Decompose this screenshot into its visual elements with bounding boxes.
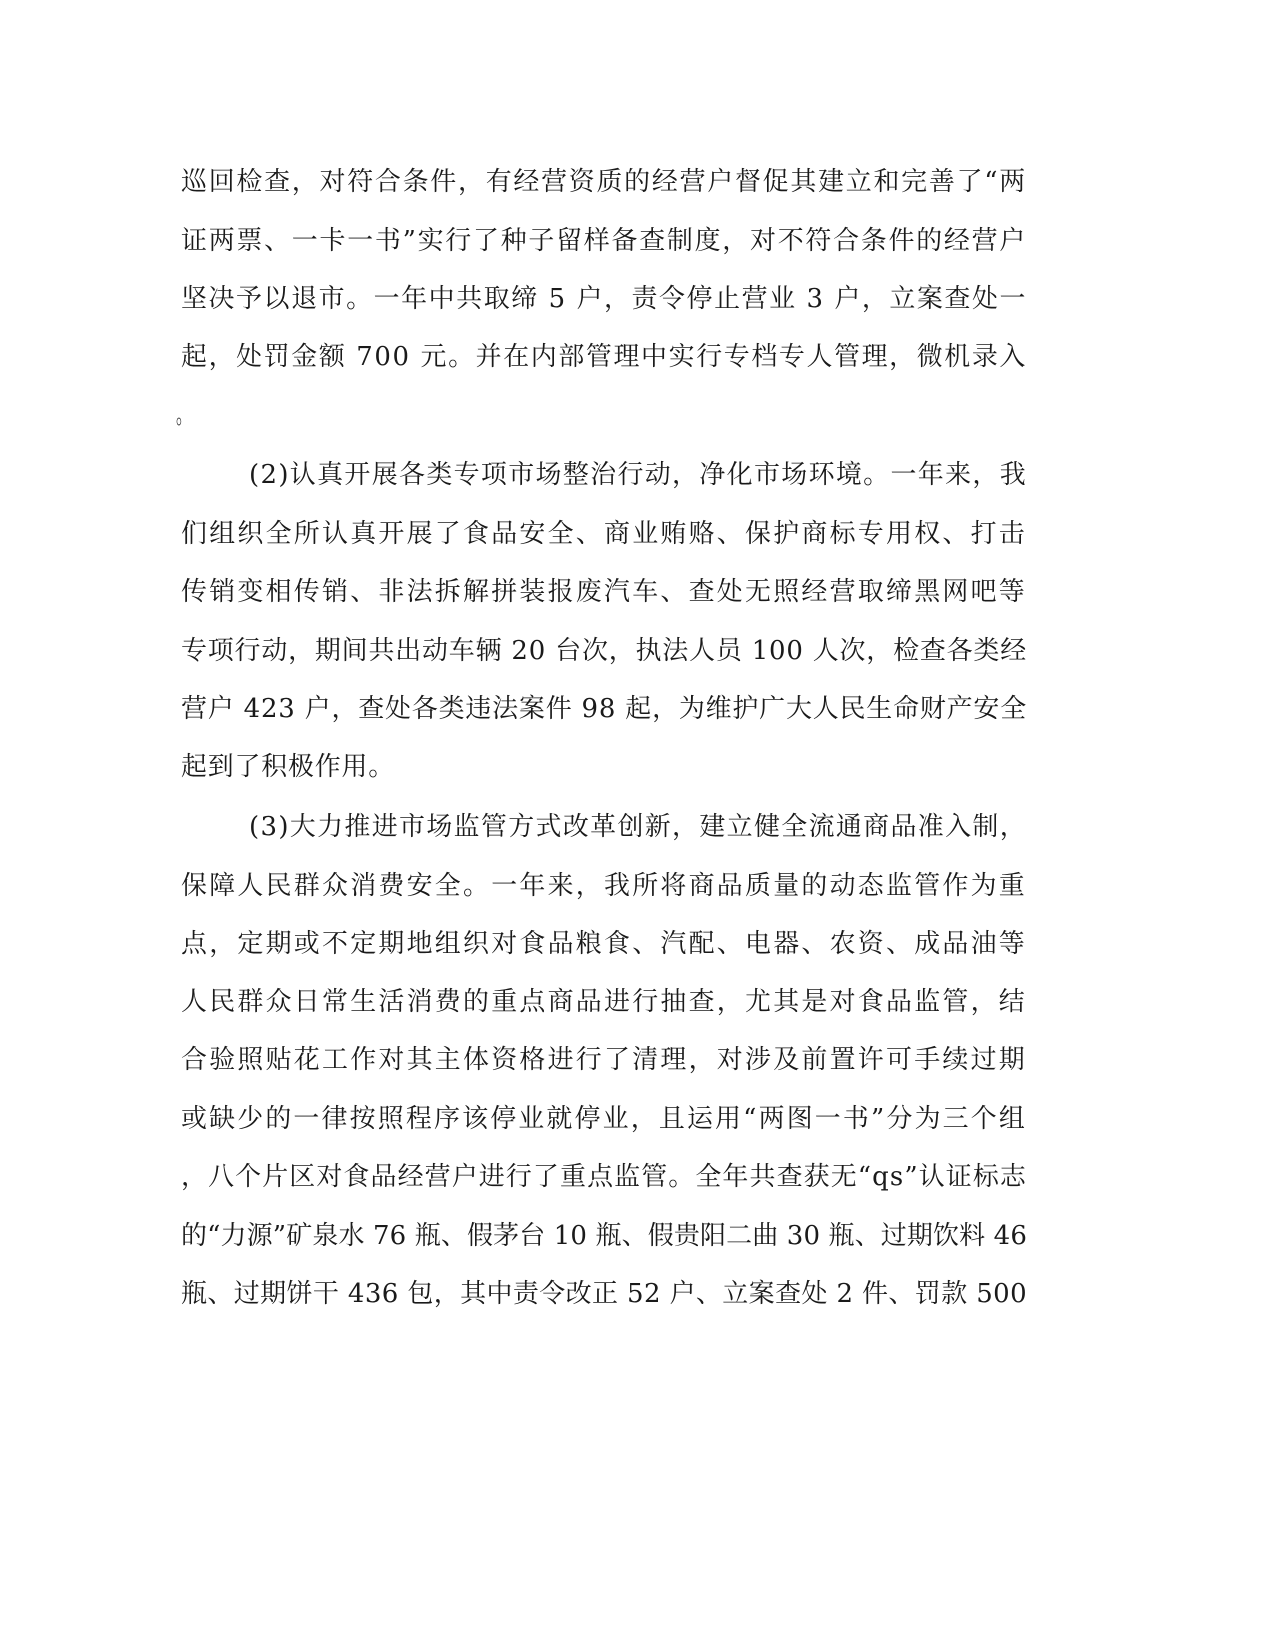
text-line-19: 的“力源”矿泉水 76 瓶、假茅台 10 瓶、假贵阳二曲 30 瓶、过期饮料 46	[181, 1221, 1027, 1251]
text-line-13: 保障人民群众消费安全。一年来，我所将商品质量的动态监管作为重	[181, 871, 1027, 901]
text-line-18: ，八个片区对食品经营户进行了重点监管。全年共查获无“qs”认证标志	[181, 1162, 1027, 1192]
text-line-12: (3)大力推进市场监管方式改革创新，建立健全流通商品准入制，	[249, 812, 1027, 842]
text-line-4: 起，处罚金额 700 元。并在内部管理中实行专档专人管理，微机录入	[181, 342, 1027, 372]
text-line-16: 合验照贴花工作对其主体资格进行了清理，对涉及前置许可手续过期	[181, 1045, 1027, 1075]
text-line-6: (2)认真开展各类专项市场整治行动，净化市场环境。一年来，我	[249, 460, 1027, 490]
text-line-1: 巡回检查，对符合条件，有经营资质的经营户督促其建立和完善了“两	[181, 167, 1027, 197]
text-line-2: 证两票、一卡一书”实行了种子留样备查制度，对不符合条件的经营户	[181, 226, 1027, 256]
text-line-10: 营户 423 户，查处各类违法案件 98 起，为维护广大人民生命财产安全	[181, 694, 1027, 724]
text-line-14: 点，定期或不定期地组织对食品粮食、汽配、电器、农资、成品油等	[181, 929, 1027, 959]
text-line-3: 坚决予以退市。一年中共取缔 5 户，责令停止营业 3 户，立案查处一	[181, 284, 1027, 314]
text-line-17: 或缺少的一律按照程序该停业就停业，且运用“两图一书”分为三个组	[181, 1104, 1027, 1134]
text-line-7: 们组织全所认真开展了食品安全、商业贿赂、保护商标专用权、打击	[181, 519, 1027, 549]
text-line-9: 专项行动，期间共出动车辆 20 台次，执法人员 100 人次，检查各类经	[181, 636, 1027, 666]
text-line-11: 起到了积极作用。	[181, 752, 395, 782]
text-line-5: 。	[176, 400, 192, 430]
text-line-15: 人民群众日常生活消费的重点商品进行抽查，尤其是对食品监管，结	[181, 987, 1027, 1017]
text-line-20: 瓶、过期饼干 436 包，其中责令改正 52 户、立案查处 2 件、罚款 500	[181, 1279, 1027, 1309]
text-line-8: 传销变相传销、非法拆解拼装报废汽车、查处无照经营取缔黑网吧等	[181, 577, 1027, 607]
